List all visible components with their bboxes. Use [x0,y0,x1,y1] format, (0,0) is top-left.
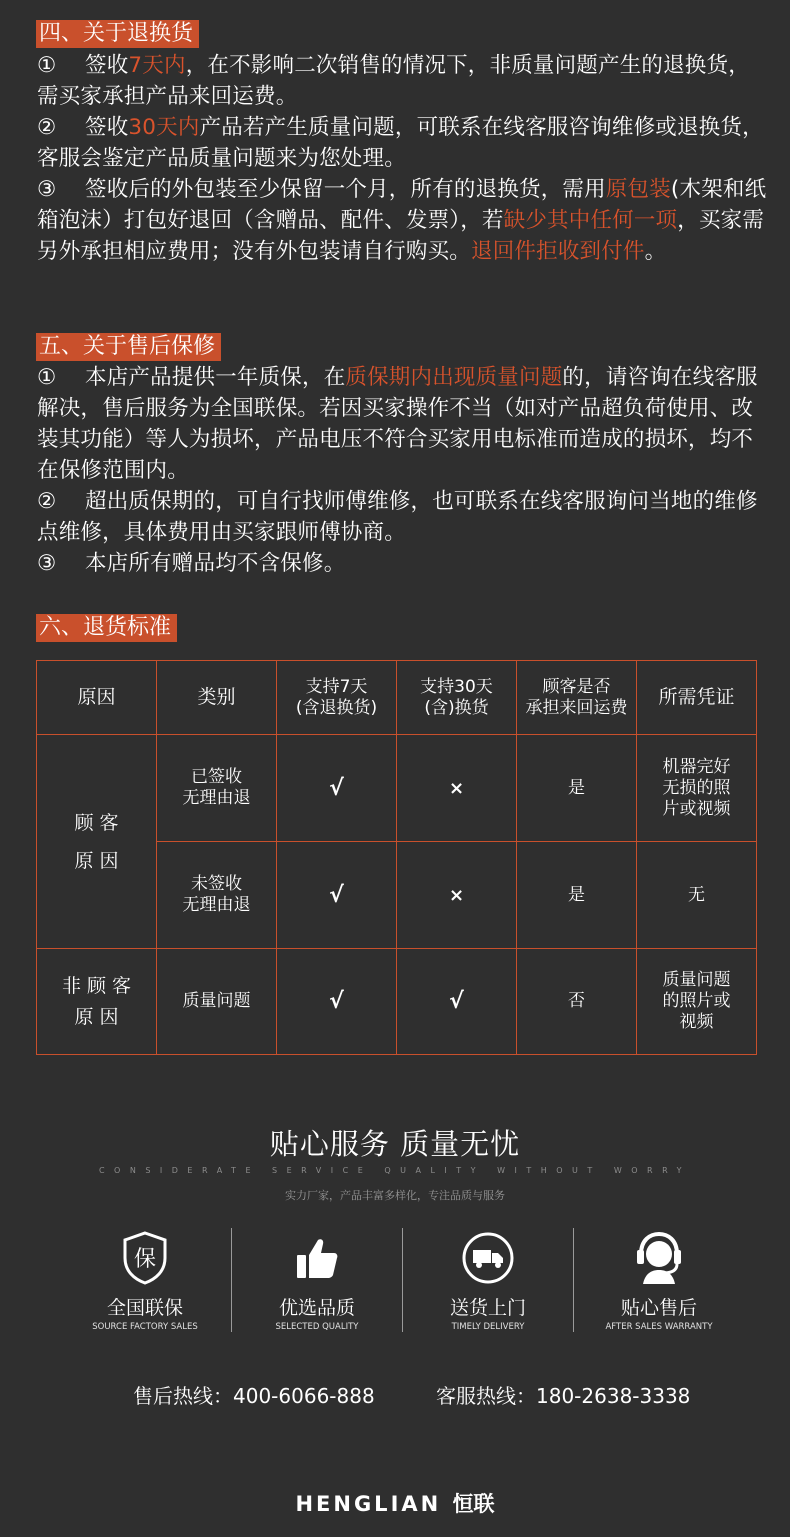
highlight-text: 退回件拒收到付件 [471,239,645,264]
row2-7days: √ [277,842,397,949]
row3-7days: √ [277,949,397,1055]
row2-proof: 无 [637,842,757,949]
item-number: ① [37,365,57,390]
feature-sub: SELECTED QUALITY [275,1322,359,1332]
highlight-text: 7天内 [128,53,186,78]
table-header-row [37,661,757,735]
section5-body [37,362,767,579]
row1-7days: √ [277,735,397,842]
section5-item-3 [37,548,767,579]
footer-slogan: 贴心服务 质量无忧 [269,1127,521,1161]
row2-30days: × [397,842,517,949]
header-freight: 顾客是否 承担来回运费 [517,661,637,735]
body-text: 签收 [85,53,129,78]
header-category: 类别 [157,661,277,735]
feature-strip [60,1228,740,1338]
body-text: (木架和纸箱泡沫）打包好退回（含赠品、配件、发票），若 [37,177,767,233]
body-text: 签收 [85,115,129,140]
feature-warranty [60,1228,230,1332]
body-text: 本店所有赠品均不含保修。 [85,551,346,576]
svg-text:保: 保 [133,1247,157,1272]
header-7days: 支持7天 (含退换货) [277,661,397,735]
row2-category: 未签收 无理由退 [157,842,277,949]
brand-logo [0,1488,790,1518]
group-non-customer-reason: 非 顾 客 原 因 [37,949,157,1055]
item-number: ① [37,53,57,78]
body-text: ，在不影响二次销售的情况下，非质量问题产生的退换货，需买家承担产品来回运费。 [37,53,750,109]
body-text: 本店产品提供一年质保，在 [85,365,346,390]
aftersales-hotline: 售后热线：400-6066-888 [133,1384,375,1408]
feature-name: 全国联保 [106,1297,183,1319]
section4-item-2 [37,112,767,174]
item-number: ② [37,489,57,514]
shield-icon [60,1228,230,1288]
section6-title: 六、退货标准 [36,614,177,642]
body-text: 。 [644,239,667,264]
row1-30days: × [397,735,517,842]
feature-sub: TIMELY DELIVERY [451,1322,525,1332]
body-text: ，买家需另外承担相应费用；没有外包装请自行购买。 [37,208,765,264]
row1-proof: 机器完好 无损的照 片或视频 [637,735,757,842]
feature-name: 优选品质 [278,1297,355,1319]
section5-item-2 [37,486,767,548]
row3-category: 质量问题 [157,949,277,1055]
feature-sub: SOURCE FACTORY SALES [92,1322,198,1332]
group-customer-reason: 顾 客 原 因 [37,735,157,949]
body-text: 的，请咨询在线客服解决，售后服务为全国联保。若因买家操作不当（如对产品超负荷使用、改装其功能）等人为损坏，产品电压不符合买家用电标准而造成的损坏，均不在保修范围内。 [37,365,758,483]
body-text: 产品若产生质量问题，可联系在线客服咨询维修或退换货，客服会鉴定产品质量问题来为您处理。 [37,115,764,171]
table-row [37,735,757,842]
body-text: 超出质保期的，可自行找师傅维修，也可联系在线客服询问当地的维修点维修，具体费用由买家跟师傅协商。 [37,489,758,545]
body-text: 签收后的外包装至少保留一个月，所有的退换货，需用 [85,177,606,202]
footer-slogan-en: CONSIDERATE SERVICE QUALITY WITHOUT WORRY [98,1166,692,1175]
headset-icon [574,1228,744,1288]
footer-tagline: 实力厂家，产品丰富多样化，专注品质与服务 [285,1189,505,1202]
thumbs-up-icon [232,1228,402,1288]
table-row [37,949,757,1055]
section4-item-3 [37,174,767,267]
section4-item-1 [37,50,767,112]
highlight-text: 质保期内出现质量问题 [345,365,563,390]
row1-freight: 是 [517,735,637,842]
section5-title: 五、关于售后保修 [36,333,221,361]
feature-quality [232,1228,402,1332]
feature-name: 贴心售后 [620,1297,697,1319]
highlight-text: 30天内 [128,115,200,140]
row3-proof: 质量问题 的照片或 视频 [637,949,757,1055]
brand-name-en: HENGLIAN [295,1492,442,1516]
service-hotline: 客服热线：180-2638-3338 [436,1384,691,1408]
feature-delivery [403,1228,573,1332]
item-number: ③ [37,177,57,202]
truck-icon [403,1228,573,1288]
row1-category: 已签收 无理由退 [157,735,277,842]
section4-body [37,50,767,267]
row2-freight: 是 [517,842,637,949]
row3-freight: 否 [517,949,637,1055]
section4-title: 四、关于退换货 [36,20,199,48]
feature-sub: AFTER SALES WARRANTY [605,1322,713,1332]
item-number: ② [37,115,57,140]
header-30days: 支持30天 (含)换货 [397,661,517,735]
row3-30days: √ [397,949,517,1055]
section5-item-1 [37,362,767,486]
highlight-text: 缺少其中任何一项 [503,208,678,233]
feature-aftersales [574,1228,744,1332]
return-standard-table [36,660,757,1055]
header-reason: 原因 [37,661,157,735]
item-number: ③ [37,551,57,576]
brand-name-cn: 恒联 [452,1492,495,1516]
highlight-text: 原包装 [605,177,671,202]
header-proof: 所需凭证 [637,661,757,735]
feature-name: 送货上门 [449,1297,526,1319]
